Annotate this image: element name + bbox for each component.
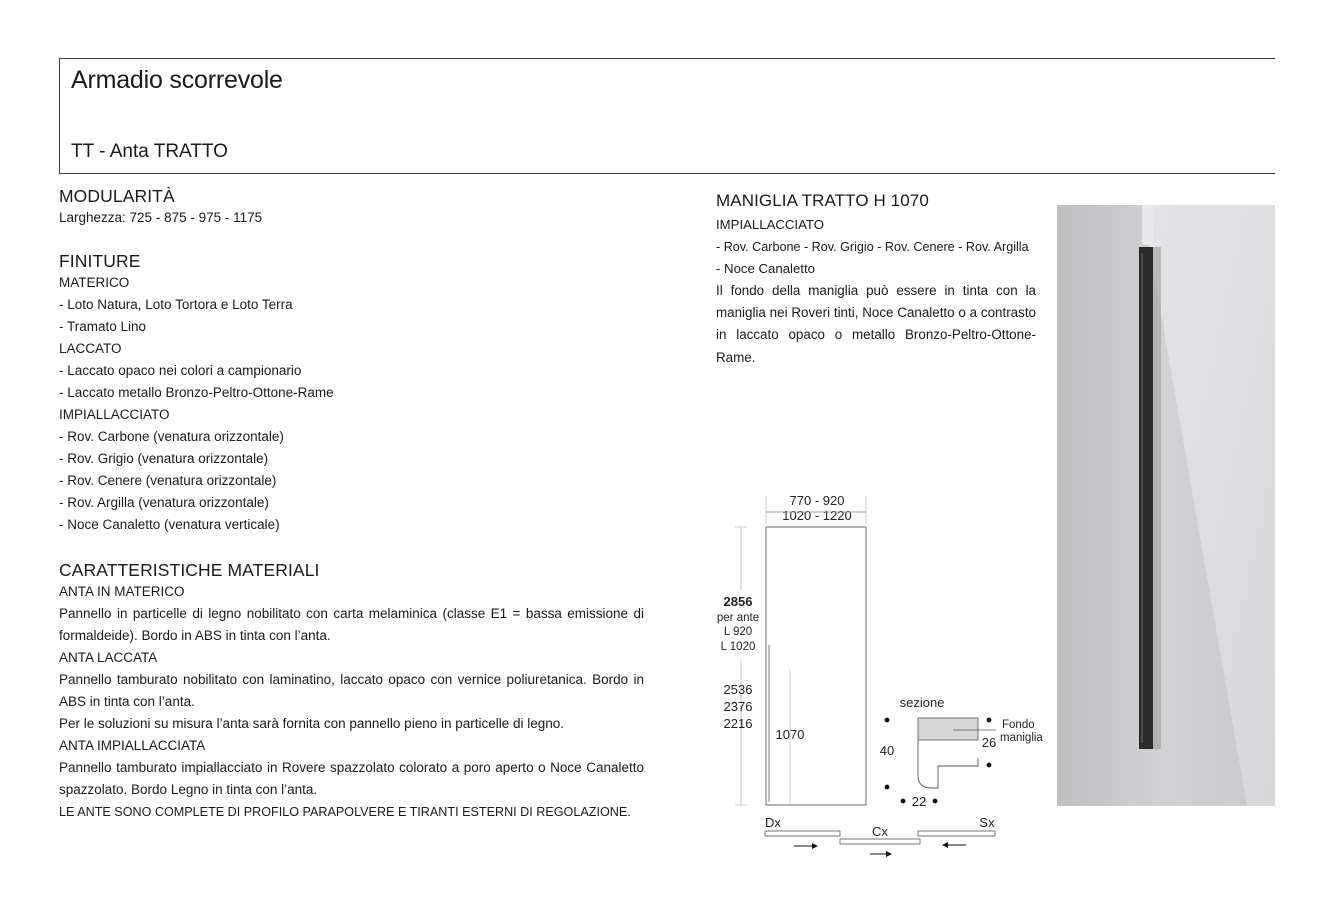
finiture-line: MATERICO <box>59 275 130 290</box>
dim-height-note: L 920 <box>723 626 753 638</box>
dim-handle: 1070 <box>775 727 805 742</box>
finiture-line: - Rov. Carbone (venatura orizzontale) <box>59 429 284 444</box>
plan-door-sx <box>918 831 995 836</box>
fondo-label: Fondo <box>1002 719 1035 731</box>
fondo-label: maniglia <box>1000 732 1043 744</box>
finiture-line: - Laccato metallo Bronzo-Peltro-Ottone-Rame <box>59 385 334 400</box>
footer-note: LE ANTE SONO COMPLETE DI PROFILO PARAPOLVERE E TIRANTI ESTERNI DI REGOLAZIONE. <box>59 805 631 819</box>
plan-door-dx <box>765 831 840 836</box>
anta-laccata-label: ANTA LACCATA <box>59 650 158 665</box>
section-dot <box>885 718 890 723</box>
dim-width-top: 770 - 920 <box>789 493 845 508</box>
plan-sx: Sx <box>979 815 995 830</box>
finiture-line: - Tramato Lino <box>59 319 147 334</box>
section-profile <box>918 740 978 788</box>
finiture-line: IMPIALLACCIATO <box>59 407 170 422</box>
photo-door-edge <box>1142 205 1153 245</box>
section-dot <box>987 763 992 768</box>
plan-door-cx <box>840 839 920 844</box>
finiture-line: - Rov. Argilla (venatura orizzontale) <box>59 495 269 510</box>
handle-photo <box>1057 205 1275 806</box>
header-bottom-rule <box>59 173 1275 174</box>
anta-impiallacciata-label: ANTA IMPIALLACCIATA <box>59 738 206 753</box>
section-dim-26: 26 <box>981 735 997 750</box>
maniglia-text: Il fondo della maniglia può essere in tinta con la maniglia nei Roveri tinti, Noce Canaletto o a contrasto in laccato opaco o metallo Bronzo-Peltro-Ottone-Rame. <box>716 283 1036 365</box>
caratteristiche-heading: CARATTERISTICHE MATERIALI <box>59 560 320 580</box>
section-dim-22: 22 <box>911 794 927 809</box>
maniglia-line: - Noce Canaletto <box>716 261 815 276</box>
section-dim-40: 40 <box>879 743 895 758</box>
modularita-text: Larghezza: 725 - 875 - 975 - 1175 <box>59 210 263 225</box>
header-top-rule <box>59 58 1275 59</box>
arrow-left-head <box>942 842 948 848</box>
plan-dx: Dx <box>765 815 781 830</box>
maniglia-column <box>716 190 1036 369</box>
anta-materico-text: Pannello in particelle di legno nobilitato con carta melaminica (classe E1 = bassa emissione di formaldeide). Bordo in ABS in tinta con l’anta. <box>59 606 644 643</box>
finiture-line: - Rov. Grigio (venatura orizzontale) <box>59 451 269 466</box>
dim-height-alt: 2216 <box>723 716 753 731</box>
section-dot <box>933 799 938 804</box>
arrow-right-head <box>812 843 818 849</box>
section-dot <box>987 718 992 723</box>
page-title: Armadio scorrevole <box>71 66 283 94</box>
section-dot <box>885 785 890 790</box>
anta-materico-label: ANTA IN MATERICO <box>59 584 185 599</box>
dim-height-alt: 2536 <box>723 682 753 697</box>
section-dot <box>901 799 906 804</box>
header-left-rule <box>59 58 60 173</box>
maniglia-sub: IMPIALLACCIATO <box>716 217 824 232</box>
page-subtitle: TT - Anta TRATTO <box>71 141 228 162</box>
technical-drawing <box>700 490 1060 870</box>
dim-height-alt: 2376 <box>723 699 753 714</box>
maniglia-line: - Rov. Carbone - Rov. Grigio - Rov. Cenere - Rov. Argilla <box>716 240 1029 254</box>
photo-handle-shadow <box>1153 247 1161 749</box>
finiture-line: - Noce Canaletto (venatura verticale) <box>59 517 280 532</box>
anta-impiallacciata-text: Pannello tamburato impiallacciato in Rovere spazzolato colorato a poro aperto o Noce Canaletto spazzolato. Bordo Legno in tinta con l’anta. <box>59 760 644 797</box>
door-panel <box>766 527 866 805</box>
plan-cx: Cx <box>872 824 888 839</box>
finiture-line: - Rov. Cenere (venatura orizzontale) <box>59 473 277 488</box>
dim-height-note: per ante <box>716 612 760 624</box>
section-body <box>918 718 978 740</box>
left-column <box>59 185 644 823</box>
dim-height-main: 2856 <box>723 594 753 609</box>
anta-laccata-note: Per le soluzioni su misura l’anta sarà fornita con pannello pieno in particelle di legno. <box>59 716 565 731</box>
finiture-heading: FINITURE <box>59 251 141 271</box>
finiture-line: - Laccato opaco nei colori a campionario <box>59 363 302 378</box>
anta-laccata-text: Pannello tamburato nobilitato con laminatino, laccato opaco con vernice poliuretanica. Bordo in ABS in tinta con l’anta. <box>59 672 644 709</box>
finiture-line: - Loto Natura, Loto Tortora e Loto Terra <box>59 297 293 312</box>
arrow-right-head <box>886 851 892 857</box>
dim-width-bottom: 1020 - 1220 <box>782 508 852 523</box>
modularita-heading: MODULARITÀ <box>59 186 175 206</box>
maniglia-heading: MANIGLIA TRATTO H 1070 <box>716 191 929 210</box>
section-label: sezione <box>899 695 945 710</box>
dim-height-note: L 1020 <box>720 641 756 653</box>
finiture-line: LACCATO <box>59 341 122 356</box>
photo-handle-highlight <box>1141 253 1143 743</box>
